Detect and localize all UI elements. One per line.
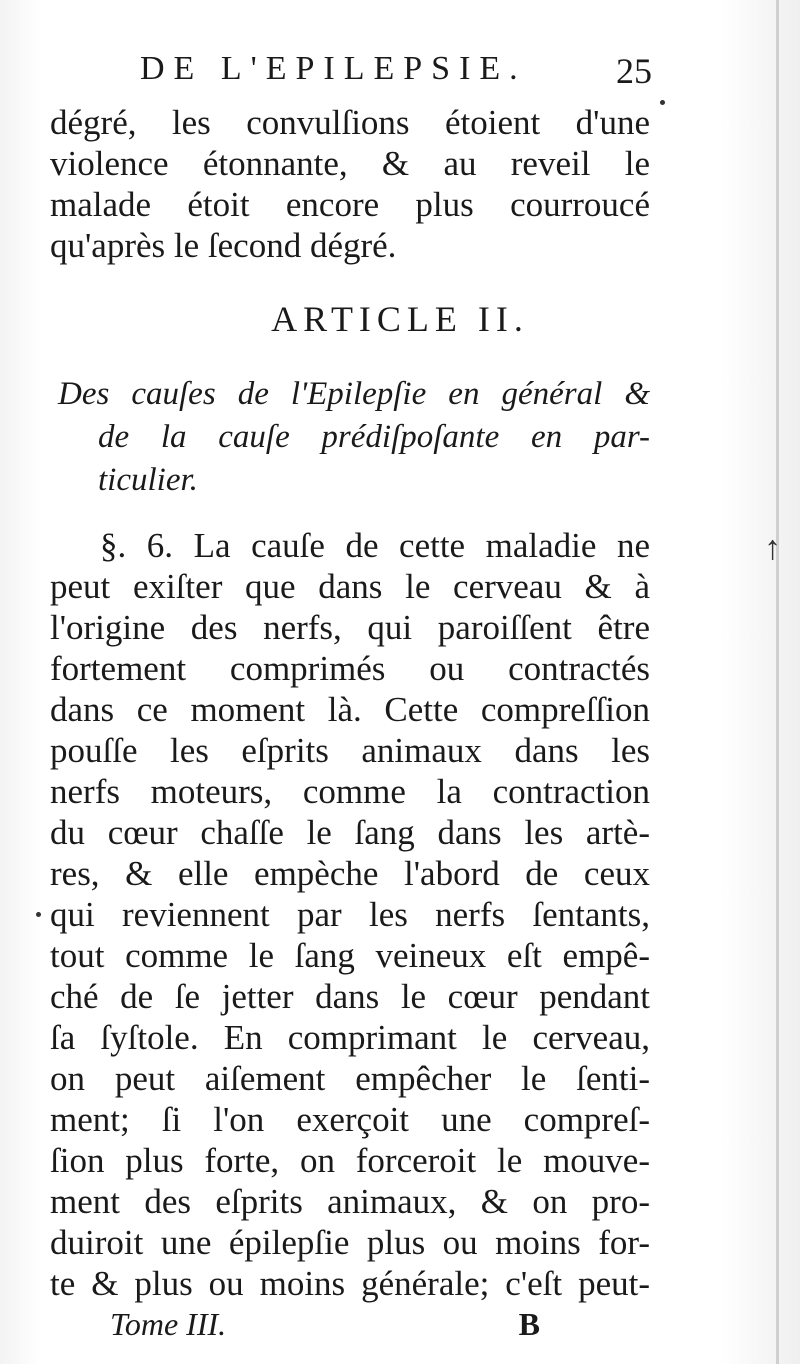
running-head: DE L'EPILEPSIE. xyxy=(140,50,527,87)
subtitle-line: ticulier. xyxy=(98,462,198,498)
text-line: ché de ſe jetter dans le cœur pendant xyxy=(50,977,650,1016)
ink-speck xyxy=(660,100,665,105)
paragraph-continued xyxy=(50,102,650,266)
text-line: qu'après le ſecond dégré. xyxy=(50,226,397,265)
text-line: tout comme le ſang veineux eſt empê- xyxy=(50,936,650,975)
page-edge xyxy=(776,0,779,1364)
text-line: nerfs moteurs, comme la contraction xyxy=(50,772,650,811)
ink-speck xyxy=(36,912,41,917)
text-line: dégré, les convulſions étoient d'une xyxy=(50,103,650,142)
text-line: peut exiſter que dans le cerveau & à xyxy=(50,567,650,606)
tome-label: Tome III. xyxy=(110,1306,227,1342)
text-line: pouſſe les eſprits animaux dans les xyxy=(50,731,650,770)
text-line: ment; ſi l'on exerçoit une compreſ- xyxy=(50,1100,650,1139)
text-line: violence étonnante, & au reveil le xyxy=(50,144,650,183)
text-line: ſion plus forte, on forceroit le mouve- xyxy=(50,1141,650,1180)
text-line: l'origine des nerfs, qui paroiſſent être xyxy=(50,608,650,647)
text-line: ſa ſyſtole. En comprimant le cerveau, xyxy=(50,1018,650,1057)
text-line: on peut aiſement empêcher le ſenti- xyxy=(50,1059,650,1098)
text-line: malade étoit encore plus courroucé xyxy=(50,185,650,224)
subtitle-line: de la cauſe prédiſpoſante en par- xyxy=(98,419,650,455)
article-subtitle xyxy=(58,373,650,502)
page-footer xyxy=(110,1306,540,1346)
text-line: du cœur chaſſe le ſang dans les artè- xyxy=(50,813,650,852)
text-line: ment des eſprits animaux, & on pro- xyxy=(50,1182,650,1221)
text-line: duiroit une épilepſie plus ou moins for- xyxy=(50,1223,650,1262)
signature-mark: B xyxy=(518,1306,540,1342)
text-line: qui reviennent par les nerfs ſentants, xyxy=(50,895,650,934)
text-line: dans ce moment là. Cette compreſſion xyxy=(50,690,650,729)
page-number: 25 xyxy=(616,51,652,91)
text-line: res, & elle empèche l'abord de ceux xyxy=(50,854,650,893)
text-line: te & plus ou moins générale; c'eſt peut- xyxy=(50,1264,650,1303)
text-line: fortement comprimés ou contractés xyxy=(50,649,650,688)
margin-note: ↑ xyxy=(764,530,781,567)
article-heading: ARTICLE II. xyxy=(271,299,529,339)
text-line: §. 6. La cauſe de cette maladie ne xyxy=(100,526,650,565)
paragraph-section-6 xyxy=(50,525,650,1304)
subtitle-line: Des cauſes de l'Epilepſie en général & xyxy=(58,376,650,412)
page-header xyxy=(140,50,660,96)
